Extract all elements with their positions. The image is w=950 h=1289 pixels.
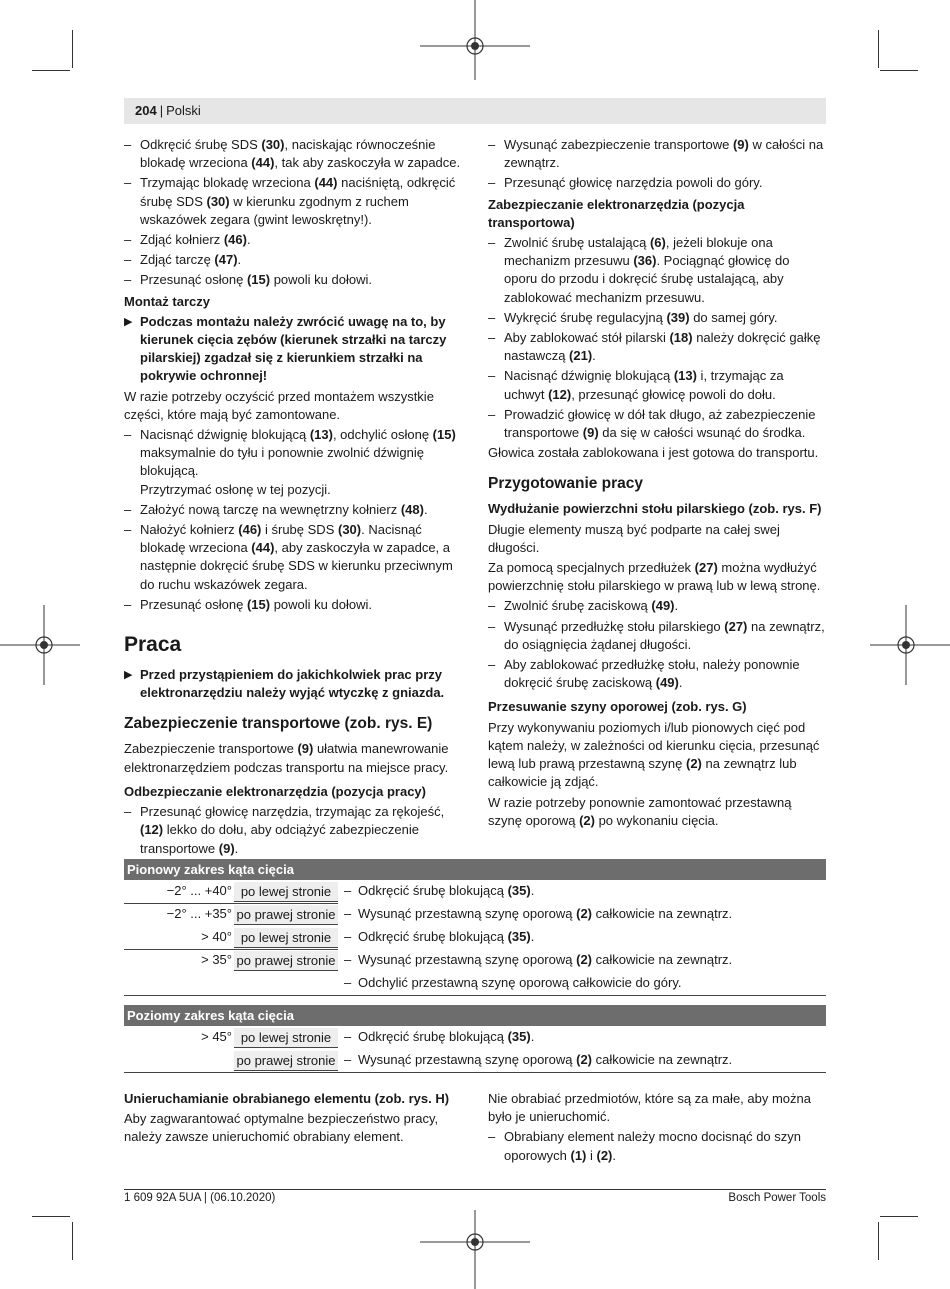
- horizontal-angle-table: [124, 1005, 826, 1073]
- table-row: [124, 949, 826, 972]
- left-column: [124, 136, 464, 860]
- table-row: [124, 1049, 826, 1072]
- transport-heading: Zabezpieczenie transportowe (zob. rys. E): [124, 715, 433, 733]
- list-item: – Prowadzić głowicę w dół tak długo, aż zabezpieczenie transportowe (9) da się w całości wsunąć do środka.: [488, 406, 826, 442]
- action-cell: – Odkręcić śrubę blokującą (35).: [344, 1029, 535, 1044]
- side-cell: po prawej stronie: [234, 905, 338, 925]
- table-row: [124, 903, 826, 926]
- action-cell: – Wysunąć przestawną szynę oporową (2) całkowicie na zewnątrz.: [344, 906, 733, 921]
- przes-text-1: Przy wykonywaniu poziomych i/lub pionowych cięć pod kątem należy, w zależności od kierunku cięcia, przesunąć lewą lub prawą przestawną szynę (2) na zewnątrz lub całkowicie ją zdjąć.: [488, 719, 820, 790]
- page-number: 204: [135, 103, 157, 118]
- warning-triangle-icon: ▶: [124, 669, 133, 682]
- table-row: [124, 1026, 826, 1049]
- registration-mark-left-icon: [0, 605, 80, 685]
- wydl-heading: Wydłużanie powierzchni stołu pilarskiego (zob. rys. F): [488, 501, 822, 517]
- przyg-heading: Przygotowanie pracy: [488, 475, 644, 493]
- montaz-text: W razie potrzeby oczyścić przed montażem wszystkie części, które mają być zamontowane.: [124, 388, 434, 422]
- wydl-text-2: Za pomocą specjalnych przedłużek (27) można wydłużyć powierzchnię stołu pilarskiego w prawą lub w lewą stronę.: [488, 560, 821, 594]
- list-item: – Nałożyć kołnierz (46) i śrubę SDS (30). Nacisnąć blokadę wrzeciona (44), aby zaskoczyła w zapadce, a następnie dokręcić śrubę SDS w kierunku przeciwnym do ruchu wskazówek zegara.: [124, 521, 464, 594]
- vertical-angle-table: [124, 859, 826, 996]
- list-item: – Przesunąć głowicę narzędzia powoli do góry.: [488, 174, 826, 192]
- action-cell: – Odkręcić śrubę blokującą (35).: [344, 929, 535, 944]
- crop-mark: [32, 1216, 70, 1217]
- crop-mark: [878, 30, 879, 68]
- action-cell: – Wysunąć przestawną szynę oporową (2) całkowicie na zewnątrz.: [344, 952, 733, 967]
- list-item: – Aby zablokować stół pilarski (18) należy dokręcić gałkę nastawczą (21).: [488, 329, 826, 365]
- crop-mark: [880, 70, 918, 71]
- list-item: – Odkręcić śrubę SDS (30), naciskając równocześnie blokadę wrzeciona (44), tak aby zaskoczyła w zapadce.: [124, 136, 464, 172]
- unieruch-heading: Unieruchamianie obrabianego elementu (zob. rys. H): [124, 1091, 450, 1106]
- crop-mark: [878, 1222, 879, 1260]
- transport-text: Zabezpieczenie transportowe (9) ułatwia manewrowanie elektronarzędziem podczas transportu na miejsce pracy.: [124, 741, 449, 775]
- crop-mark: [880, 1216, 918, 1217]
- crop-mark: [72, 1222, 73, 1260]
- list-item: – Przesunąć głowicę narzędzia, trzymając za rękojeść, (12) lekko do dołu, aby odciążyć zabezpieczenie transportowe (9).: [124, 803, 464, 858]
- row-divider: [124, 949, 338, 950]
- header-separator: |: [159, 103, 164, 118]
- praca-heading: Praca: [124, 633, 182, 657]
- page-header: [135, 103, 201, 118]
- footer-left: 1 609 92A 5UA | (06.10.2020): [124, 1192, 276, 1204]
- right-list-b: [488, 234, 826, 442]
- side-cell: po lewej stronie: [234, 882, 338, 902]
- angle-range: > 35°: [201, 952, 232, 967]
- table-row: [124, 926, 826, 949]
- list-item: – Obrabiany element należy mocno docisnąć do szyn oporowych (1) i (2).: [488, 1128, 826, 1164]
- przes-text-2: W razie potrzeby ponownie zamontować przestawną szynę oporową (2) po wykonaniu cięcia.: [488, 794, 792, 828]
- table-bottom-rule: [124, 1072, 826, 1073]
- angle-range: −2° ... +35°: [166, 906, 232, 921]
- list-item: – Zwolnić śrubę ustalającą (6), jeżeli blokuje ona mechanizm przesuwu (36). Pociągnąć głowicę do oporu do przodu i dokręcić śrubę ustalającą, aby zablokować mechanizm przesuwu.: [488, 234, 826, 307]
- przes-heading: Przesuwanie szyny oporowej (zob. rys. G): [488, 699, 747, 715]
- unieruch-text: Aby zagwarantować optymalne bezpieczeństwo pracy, należy zawsze unieruchomić obrabiany element.: [124, 1111, 439, 1145]
- footer-rule: [124, 1189, 826, 1190]
- warning-triangle-icon: ▶: [124, 315, 133, 328]
- side-cell: po prawej stronie: [234, 951, 338, 971]
- list-item-text: Nacisnąć dźwignię blokującą (13), odchylić osłonę (15) maksymalnie do tyłu i ponownie zwolnić dźwignię blokującą.: [140, 427, 456, 479]
- table-title: Poziomy zakres kąta cięcia: [124, 1005, 826, 1026]
- right-column: [488, 136, 826, 832]
- row-divider: [124, 903, 338, 904]
- list-item: – Wykręcić śrubę regulacyjną (39) do samej góry.: [488, 309, 826, 327]
- action-cell: – Odchylić przestawną szynę oporową całkowicie do góry.: [344, 975, 682, 990]
- table-body: [124, 1026, 826, 1073]
- bottom-left: [124, 1090, 464, 1149]
- list-item-extra: Przytrzymać osłonę w tej pozycji.: [140, 481, 331, 497]
- zabezp-text: Głowica została zablokowana i jest gotowa do transportu.: [488, 445, 819, 461]
- angle-range: −2° ... +40°: [166, 883, 232, 898]
- table-title: Pionowy zakres kąta cięcia: [124, 859, 826, 880]
- table-row: [124, 972, 826, 995]
- zabezp-heading: Zabezpieczanie elektronarzędzia (pozycja transportowa): [488, 196, 745, 230]
- list-item: – Aby zablokować przedłużkę stołu, należy ponownie dokręcić śrubę zaciskową (49).: [488, 656, 826, 692]
- registration-mark-right-icon: [870, 605, 950, 685]
- angle-range: > 40°: [201, 929, 232, 944]
- montaz-heading: Montaż tarczy: [124, 293, 210, 309]
- odbezp-heading: Odbezpieczanie elektronarzędzia (pozycja pracy): [124, 783, 426, 799]
- side-cell: po lewej stronie: [234, 1028, 338, 1048]
- wydl-text-1: Długie elementy muszą być podparte na całej swej długości.: [488, 521, 780, 555]
- footer-right: Bosch Power Tools: [728, 1192, 826, 1204]
- list-item: – Wysunąć przedłużkę stołu pilarskiego (27) na zewnątrz, do osiągnięcia żądanej długości.: [488, 618, 826, 654]
- table-body: [124, 880, 826, 996]
- side-cell: po prawej stronie: [234, 1051, 338, 1071]
- header-language: Polski: [166, 103, 201, 118]
- montaz-warning-text: Podczas montażu należy zwrócić uwagę na to, by kierunek cięcia zębów (kierunek strzałki na tarczy pilarskiej) zgadzał się z kierunkiem strzałki na pokrywie ochronnej!: [140, 313, 447, 384]
- list-item: [124, 426, 464, 499]
- registration-mark-bottom-icon: [420, 1210, 530, 1289]
- list-item: – Zwolnić śrubę zaciskową (49).: [488, 597, 826, 615]
- action-cell: – Odkręcić śrubę blokującą (35).: [344, 883, 535, 898]
- registration-mark-top-icon: [420, 0, 530, 80]
- montaz-warning: [124, 313, 464, 386]
- left-list-a: [124, 136, 464, 290]
- right-list-c: [488, 597, 826, 692]
- page-header-bar: [124, 98, 826, 124]
- table-row: [124, 880, 826, 903]
- right-list-a: [488, 136, 826, 193]
- list-item: – Nacisnąć dźwignię blokującą (13) i, trzymając za uchwyt (12), przesunąć głowicę powoli do dołu.: [488, 367, 826, 403]
- angle-range: > 45°: [201, 1029, 232, 1044]
- side-cell: po lewej stronie: [234, 928, 338, 948]
- list-item: – Trzymając blokadę wrzeciona (44) naciśniętą, odkręcić śrubę SDS (30) w kierunku zgodnym z ruchem wskazówek zegara (gwint lewoskrętny!).: [124, 174, 464, 229]
- praca-warning-text: Przed przystąpieniem do jakichkolwiek prac przy elektronarzędziu należy wyjąć wtyczkę z gniazda.: [140, 667, 445, 701]
- crop-mark: [32, 70, 70, 71]
- crop-mark: [72, 30, 73, 68]
- praca-warning: [124, 666, 464, 702]
- unieruch-right-text: Nie obrabiać przedmiotów, które są za małe, aby można było je unieruchomić.: [488, 1091, 811, 1125]
- list-item: – Założyć nową tarczę na wewnętrzny kołnierz (48).: [124, 501, 464, 519]
- action-cell: – Wysunąć przestawną szynę oporową (2) całkowicie na zewnątrz.: [344, 1052, 733, 1067]
- bottom-right: [488, 1090, 826, 1167]
- list-item: – Wysunąć zabezpieczenie transportowe (9) w całości na zewnątrz.: [488, 136, 826, 172]
- list-item: – Przesunąć osłonę (15) powoli ku dołowi.: [124, 596, 464, 614]
- list-item: – Zdjąć tarczę (47).: [124, 251, 464, 269]
- table-bottom-rule: [124, 995, 826, 996]
- list-item: – Zdjąć kołnierz (46).: [124, 231, 464, 249]
- list-item: – Przesunąć osłonę (15) powoli ku dołowi.: [124, 271, 464, 289]
